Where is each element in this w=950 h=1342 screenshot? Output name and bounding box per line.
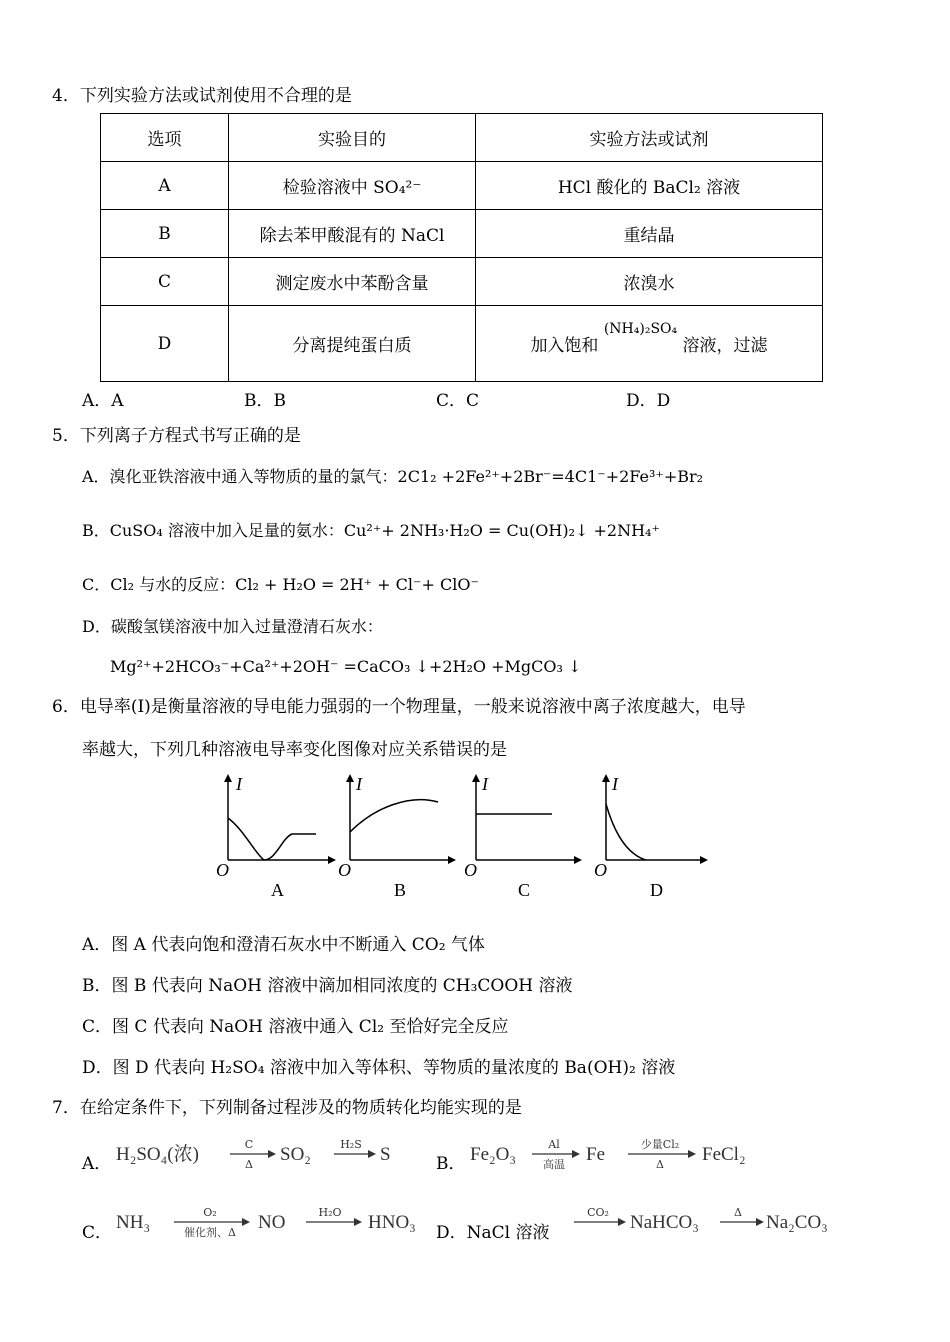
condition: Δ <box>734 1206 742 1219</box>
q4-choice-a: A．A <box>82 391 124 411</box>
species: NO <box>258 1212 286 1233</box>
species: Fe <box>586 1144 605 1165</box>
q4-stem: 4．下列实验方法或试剂使用不合理的是 <box>52 86 352 106</box>
q5-option-d-equation: Mg²⁺+2HCO₃⁻+Ca²⁺+2OH⁻ =CaCO₃ ↓+2H₂O +MgCO₃ ↓ <box>110 657 582 676</box>
species: Na₂CO₃ <box>766 1212 828 1233</box>
method-suffix: 溶液，过滤 <box>682 336 768 356</box>
q6-option-b: B．图 B 代表向 NaOH 溶液中滴加相同浓度的 CH₃COOH 溶液 <box>82 976 573 996</box>
graph-a-curve <box>228 818 316 860</box>
graph-a-label: A <box>271 880 284 900</box>
q5-stem: 5．下列离子方程式书写正确的是 <box>52 426 301 446</box>
graph-d-label: D <box>650 880 663 900</box>
table-cell: C <box>101 258 229 306</box>
method-prefix: 加入饱和 <box>530 336 599 356</box>
table-cell: A <box>101 162 229 210</box>
q4-choice-d: D．D <box>626 391 671 411</box>
species: NaHCO₃ <box>630 1212 699 1233</box>
species: SO₂ <box>280 1144 311 1165</box>
q5-option-b: B．CuSO₄ 溶液中加入足量的氨水：Cu²⁺+ 2NH₃·H₂O = Cu(OH)₂↓ +2NH₄⁺ <box>82 521 660 540</box>
table-header: 实验目的 <box>229 114 476 162</box>
q7-option-d-chain <box>570 1200 840 1246</box>
graph-b-axis-label: I <box>356 774 362 794</box>
q7-option-c-chain <box>112 1200 432 1246</box>
q5-option-a: A．溴化亚铁溶液中通入等物质的量的氯气：2C1₂ +2Fe²⁺+2Br⁻=4C1⁻+2Fe³⁺+Br₂ <box>82 467 704 486</box>
table-cell: 分离提纯蛋白质 <box>229 306 476 382</box>
q4-choice-b: B．B <box>244 391 286 411</box>
graph-c-label: C <box>518 880 531 900</box>
graph-b <box>338 774 456 900</box>
q7-option-b-chain <box>466 1132 766 1176</box>
condition: O₂ <box>203 1206 217 1219</box>
graph-d <box>594 774 708 900</box>
table-cell: B <box>101 210 229 258</box>
table-cell <box>476 306 823 382</box>
q7-option-a-label: A． <box>82 1154 112 1174</box>
q7-option-b-label: B． <box>436 1154 466 1174</box>
conductivity-graphs <box>210 772 710 907</box>
graph-c-axis-label: I <box>482 774 488 794</box>
condition: C <box>244 1138 254 1151</box>
table-cell: 浓溴水 <box>476 258 823 306</box>
table-cell: 除去苯甲酸混有的 NaCl <box>229 210 476 258</box>
condition: 高温 <box>543 1158 565 1171</box>
q6-stem-line2: 率越大，下列几种溶液电导率变化图像对应关系错误的是 <box>82 740 507 760</box>
species: Fe₂O₃ <box>470 1144 516 1165</box>
graph-b-label: B <box>394 880 407 900</box>
species: FeCl₂ <box>702 1144 746 1165</box>
table-header: 选项 <box>101 114 229 162</box>
q6-option-a: A．图 A 代表向饱和澄清石灰水中不断通入 CO₂ 气体 <box>82 935 485 955</box>
table-cell: 检验溶液中 SO₄²⁻ <box>229 162 476 210</box>
condition: Al <box>548 1138 560 1151</box>
q6-option-c: C．图 C 代表向 NaOH 溶液中通入 Cl₂ 至恰好完全反应 <box>82 1017 509 1037</box>
species: HNO₃ <box>368 1212 416 1233</box>
condition: H₂O <box>318 1206 342 1219</box>
q5-option-c: C．Cl₂ 与水的反应：Cl₂ + H₂O = 2H⁺ + Cl⁻+ ClO⁻ <box>82 575 479 594</box>
condition: 催化剂、Δ <box>184 1226 236 1239</box>
graph-d-origin: O <box>594 860 607 880</box>
species: S <box>380 1144 391 1165</box>
q7-option-c-label: C． <box>82 1223 113 1243</box>
table-cell: 测定废水中苯酚含量 <box>229 258 476 306</box>
graph-b-origin: O <box>338 860 351 880</box>
condition: Δ <box>656 1158 664 1171</box>
condition: CO₂ <box>587 1206 609 1219</box>
q7-option-d-label: D．NaCl 溶液 <box>436 1223 550 1243</box>
method-formula: (NH₄)₂SO₄ <box>603 321 678 337</box>
graph-d-curve <box>606 804 646 860</box>
table-cell: D <box>101 306 229 382</box>
graph-d-axis-label: I <box>612 774 618 794</box>
graph-c-origin: O <box>464 860 477 880</box>
q7-stem: 7．在给定条件下，下列制备过程涉及的物质转化均能实现的是 <box>52 1098 522 1118</box>
q5-option-d: D．碳酸氢镁溶液中加入过量澄清石灰水： <box>82 617 383 636</box>
condition: 少量Cl₂ <box>640 1138 680 1151</box>
q6-option-d: D．图 D 代表向 H₂SO₄ 溶液中加入等体积、等物质的量浓度的 Ba(OH)₂ 溶液 <box>82 1058 676 1078</box>
graph-b-curve <box>350 800 438 832</box>
species: NH₃ <box>116 1212 151 1233</box>
table-cell: HCl 酸化的 BaCl₂ 溶液 <box>476 162 823 210</box>
graph-a-axis-label: I <box>236 774 242 794</box>
graph-a-origin: O <box>216 860 229 880</box>
q7-option-a-chain <box>112 1132 402 1176</box>
condition: H₂S <box>340 1138 362 1151</box>
graph-c <box>464 774 582 900</box>
q4-choice-c: C．C <box>436 391 480 411</box>
graph-a <box>216 774 336 900</box>
q4-table <box>100 113 823 382</box>
species: H₂SO₄(浓) <box>116 1144 199 1165</box>
table-header: 实验方法或试剂 <box>476 114 823 162</box>
condition: Δ <box>245 1158 253 1171</box>
q6-stem-line1: 6．电导率(I)是衡量溶液的导电能力强弱的一个物理量，一般来说溶液中离子浓度越大，电导 <box>52 697 746 717</box>
table-cell: 重结晶 <box>476 210 823 258</box>
